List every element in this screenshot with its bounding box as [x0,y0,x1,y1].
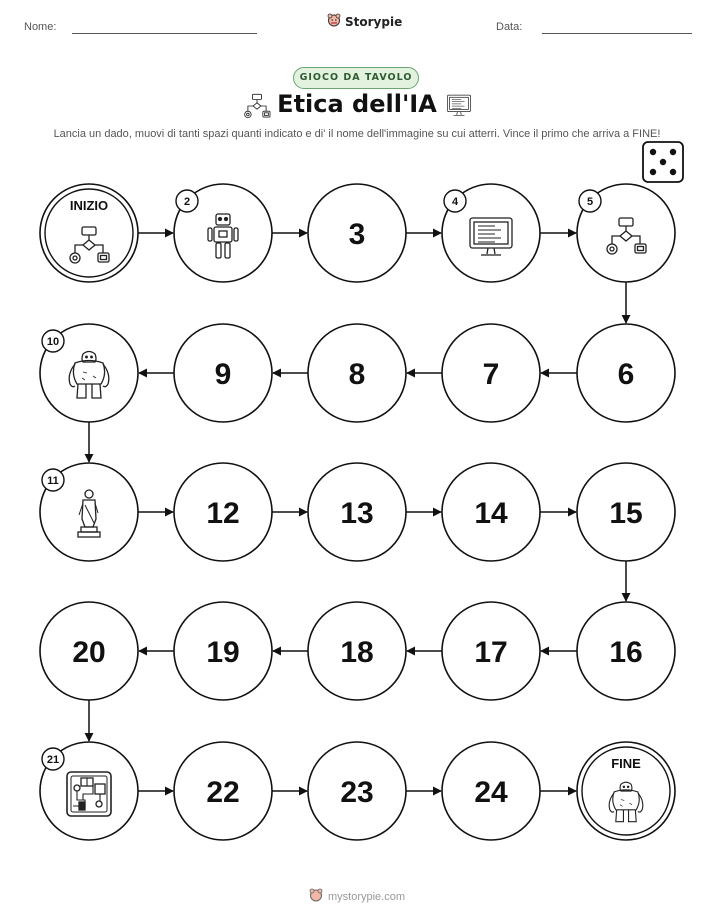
space-number: 24 [474,776,508,809]
board-space-12 [174,463,272,561]
dice-icon [643,142,683,182]
name-label: Nome: [24,21,57,33]
board-space-9 [174,324,272,422]
board-space-3 [308,184,406,282]
board-space-19 [174,602,272,700]
space-number: 9 [214,358,232,391]
space-number: 15 [609,497,643,530]
space-number: 3 [348,218,366,251]
space-number: 21 [46,754,60,766]
space-number: 20 [72,636,106,669]
page-title: Etica dell'IA [277,90,437,118]
board-space-4 [442,184,540,282]
board-space-21 [40,742,138,840]
board-space-18 [308,602,406,700]
space-number: 8 [348,358,366,391]
board-space-15 [577,463,675,561]
board-space-13 [308,463,406,561]
space-number: 12 [206,497,240,530]
board-space-8 [308,324,406,422]
board-space-23 [308,742,406,840]
finish-space [577,742,675,840]
date-label: Data: [496,21,523,33]
footer-url: mystorypie.com [327,890,406,903]
board-space-11 [40,463,138,561]
space-number: 22 [206,776,240,809]
instructions-text: Lancia un dado, muovi di tanti spazi quanti indicato e di' il nome dell'immagine su cui atterri. Vince il primo che arriva a FINE! [53,128,661,140]
space-number: 13 [340,497,374,530]
computer-monitor-icon [447,95,470,115]
space-number: 14 [474,497,508,530]
board-space-6 [577,324,675,422]
footer [0,888,714,905]
space-number: 5 [586,196,594,208]
space-number: 16 [609,636,643,669]
board-space-5 [577,184,675,282]
space-number: 18 [340,636,374,669]
space-number: 23 [340,776,374,809]
board-space-20 [40,602,138,700]
board-space-14 [442,463,540,561]
board-space-2 [174,184,272,282]
category-badge: GIOCO DA TAVOLO [293,67,419,89]
space-number: 2 [183,196,191,208]
space-number: 11 [47,475,59,487]
start-space [40,184,138,282]
storypie-mascot-icon [309,888,323,905]
board-space-22 [174,742,272,840]
finish-label: FINE [611,756,641,771]
board-space-17 [442,602,540,700]
space-number: 7 [482,358,500,391]
board-space-7 [442,324,540,422]
start-label: INIZIO [69,198,109,213]
space-number: 17 [474,636,508,669]
space-number: 19 [206,636,240,669]
space-number: 4 [451,196,459,208]
board-space-16 [577,602,675,700]
space-number: 10 [46,336,60,348]
brand-name: Storypie [345,14,403,29]
space-number: 6 [617,358,635,391]
board-space-24 [442,742,540,840]
flowchart-icon [245,94,270,117]
board-space-10 [40,324,138,422]
